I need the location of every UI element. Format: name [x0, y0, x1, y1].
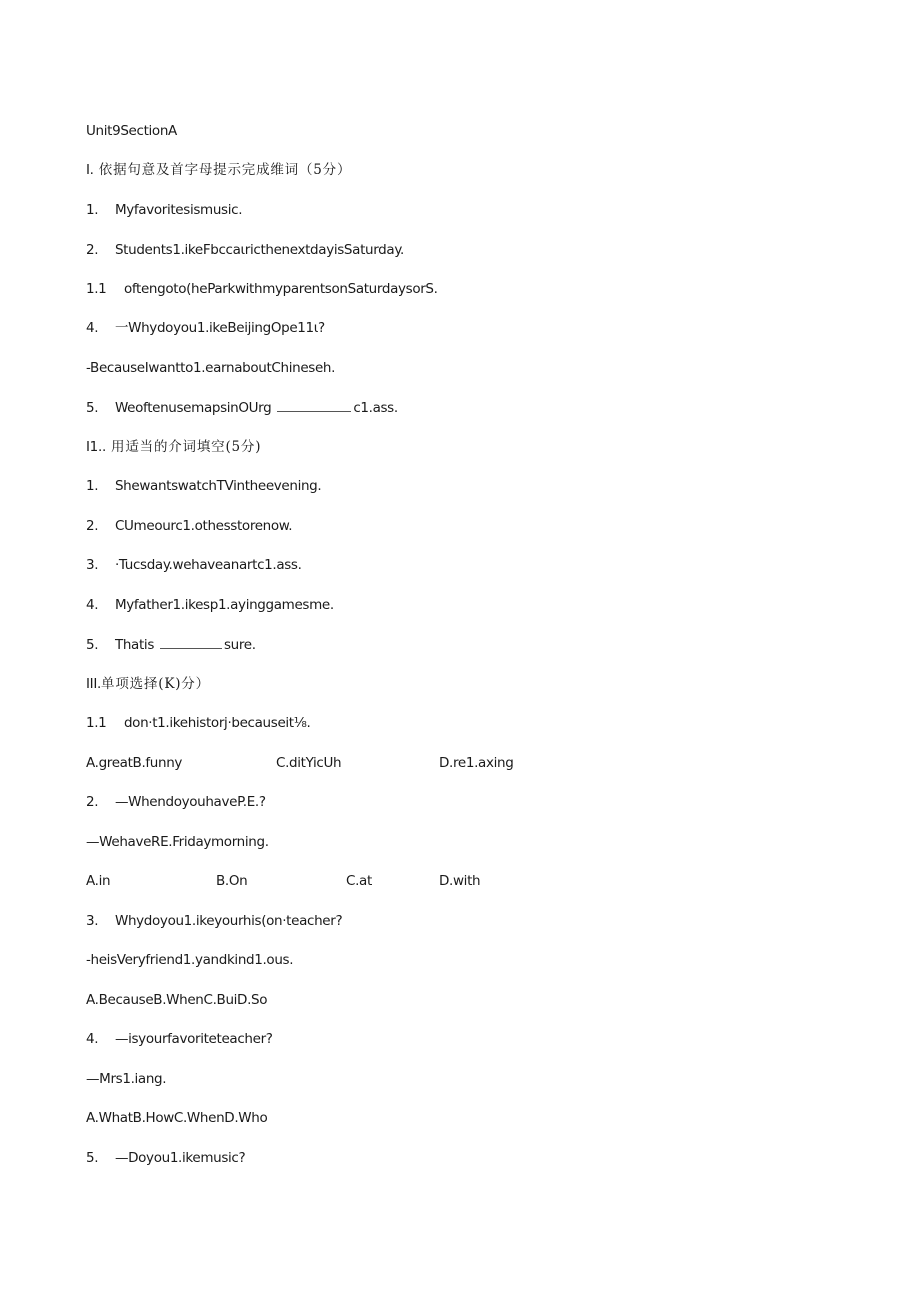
fill-in-blank[interactable] [160, 634, 222, 649]
item-number: 2. [86, 242, 99, 258]
option-a[interactable]: A.in [86, 873, 111, 889]
s1-item-4 [86, 318, 325, 338]
item-text: oftengoto(heParkwithmyparentsonSaturdaysorS. [123, 281, 438, 297]
section-2-title: 用适当的介词填空(5分) [111, 439, 262, 455]
s1-item-5 [86, 397, 398, 417]
s1-item-2 [86, 240, 404, 260]
s3-q1-options [86, 753, 686, 773]
s2-item-2 [86, 516, 292, 536]
item-number: 3. [86, 557, 99, 573]
item-text-before: WeoftenusemapsinOUrg [114, 400, 272, 416]
s3-q4-answer [86, 1069, 166, 1089]
s2-item-4 [86, 595, 334, 615]
document-title: Unit9SectionA [86, 123, 177, 139]
s3-q4-options [86, 1108, 267, 1128]
option-c[interactable]: C.at [346, 873, 372, 889]
question-text: don·t1.ikehistorj·becauseit⅛. [123, 715, 311, 731]
item-text: ShewantswatchTVintheevening. [114, 478, 322, 494]
s2-item-3 [86, 555, 302, 575]
question-number: 2. [86, 794, 99, 810]
section-1-title: 依据句意及首字母提示完成维词（5分） [98, 162, 352, 178]
item-text: Myfavoritesismusic. [114, 202, 243, 218]
section-2-heading [86, 437, 261, 457]
s3-q3-answer [86, 950, 293, 970]
question-number: 3. [86, 913, 99, 929]
s2-item-5 [86, 634, 256, 654]
item-text-before: Thatis [114, 637, 155, 653]
s1-item-1 [86, 200, 242, 220]
item-text: ·Tucsday.wehaveanartc1.ass. [114, 557, 302, 573]
item-text-after: sure. [223, 637, 256, 653]
item-number: 4. [86, 320, 99, 336]
item-text: 一Whydoyou1.ikeBeijingOpe11ι? [114, 320, 325, 336]
options-text[interactable]: A.BecauseB.WhenC.BuiD.So [86, 992, 268, 1008]
question-number: 4. [86, 1031, 99, 1047]
question-text: Whydoyou1.ikeyourhis(on·teacher? [114, 913, 343, 929]
question-number: 5. [86, 1150, 99, 1166]
option-d[interactable]: D.re1.axing [439, 755, 514, 771]
item-number: 5. [86, 400, 99, 416]
item-text: Students1.ikeFbccaιricthenextdayisSaturday. [114, 242, 404, 258]
s3-q2-options [86, 871, 686, 891]
section-1-roman: I. [86, 162, 94, 178]
option-ab[interactable]: A.greatB.funny [86, 755, 183, 771]
item-text: -BecauseIwantto1.earnaboutChineseh. [86, 360, 336, 376]
s1-item-3 [86, 279, 438, 299]
question-number: 1.1 [86, 715, 107, 731]
s2-item-1 [86, 476, 321, 496]
item-number: 1. [86, 478, 99, 494]
s1-item-4-answer [86, 358, 335, 378]
option-d[interactable]: D.with [439, 873, 481, 889]
section-3-roman: III. [86, 676, 102, 692]
s3-question-1 [86, 713, 310, 733]
question-text: -heisVeryfriend1.yandkind1.ous. [86, 952, 294, 968]
options-text[interactable]: A.WhatB.HowC.WhenD.Who [86, 1110, 268, 1126]
option-b[interactable]: B.On [216, 873, 248, 889]
s3-question-5 [86, 1148, 245, 1168]
s3-q2-answer [86, 832, 269, 852]
section-1-heading [86, 160, 351, 180]
item-number: 1. [86, 202, 99, 218]
item-text: CUmeourc1.othesstorenow. [114, 518, 293, 534]
item-text-after: c1.ass. [353, 400, 398, 416]
s3-question-2 [86, 792, 266, 812]
question-text: —WehaveRE.Fridaymorning. [86, 834, 269, 850]
option-c[interactable]: C.ditYicUh [276, 755, 342, 771]
question-text: —isyourfavoriteteacher? [114, 1031, 273, 1047]
item-number: 5. [86, 637, 99, 653]
section-3-heading [86, 674, 210, 694]
question-text: —Doyou1.ikemusic? [114, 1150, 246, 1166]
item-number: 4. [86, 597, 99, 613]
s3-question-4 [86, 1029, 273, 1049]
s3-question-3 [86, 911, 342, 931]
section-3-title: 单项选择(K)分） [101, 676, 210, 692]
question-text: —Mrs1.iang. [86, 1071, 167, 1087]
item-text: Myfather1.ikesp1.ayinggamesme. [114, 597, 334, 613]
s3-q3-options [86, 990, 267, 1010]
item-number: 1.1 [86, 281, 107, 297]
section-2-roman: I1.. [86, 439, 106, 455]
fill-in-blank[interactable] [277, 397, 351, 412]
item-number: 2. [86, 518, 99, 534]
question-text: —WhendoyouhaveP.E.? [114, 794, 266, 810]
